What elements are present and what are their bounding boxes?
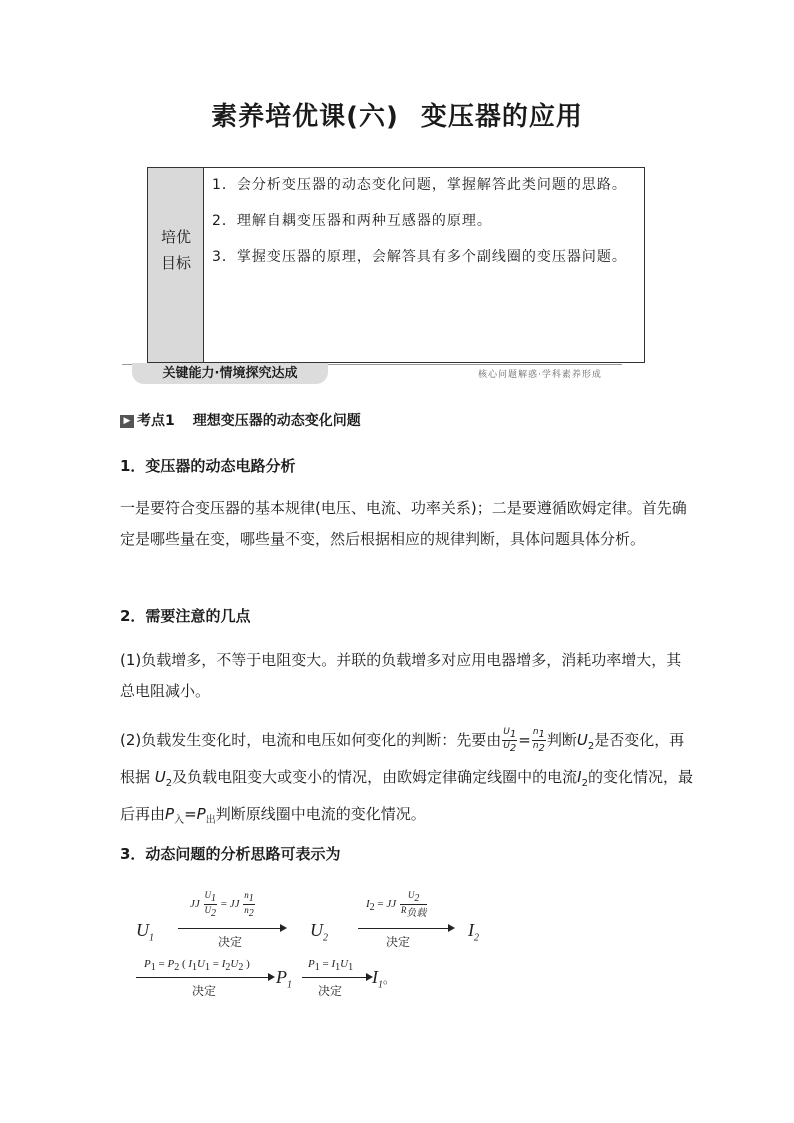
goals-label-cell bbox=[148, 168, 204, 362]
section-banner: 关键能力·情境探究达成 bbox=[132, 363, 328, 384]
decide-label: 决定 bbox=[218, 935, 243, 949]
u1-symbol: $U_1$ bbox=[136, 920, 154, 944]
banner-caption: 核心问题解惑·学科素养形成 bbox=[478, 370, 602, 380]
section-heading: 3．动态问题的分析思路可表示为 bbox=[120, 845, 341, 863]
topic-heading bbox=[120, 410, 361, 430]
formula-power: $P_1 = P_2$ ( $I_1U_1 = I_2U_2$ ) bbox=[144, 958, 250, 974]
goals-list bbox=[212, 170, 632, 278]
paragraph: 一是要符合变压器的基本规律(电压、电流、功率关系)；二是要遵循欧姆定律。首先确定是哪些量在变，哪些量不变，然后根据相应的规律判断，具体问题具体分析。 bbox=[120, 499, 687, 548]
arrow-line bbox=[358, 928, 450, 929]
goal-item: 1．会分析变压器的动态变化问题，掌握解答此类问题的思路。 bbox=[212, 177, 627, 193]
i1-symbol: $I_1$。 bbox=[372, 967, 396, 991]
title-main: 素养培优课(六) bbox=[211, 102, 399, 132]
arrow-line bbox=[302, 977, 368, 978]
arrow-line bbox=[136, 977, 270, 978]
analysis-flow-diagram bbox=[130, 880, 510, 1000]
topic-title: 理想变压器的动态变化问题 bbox=[192, 413, 361, 429]
arrow-head bbox=[268, 973, 275, 981]
u2-symbol: $U_2$ bbox=[310, 920, 328, 944]
paragraph: (1)负载增多，不等于电阻变大。并联的负载增多对应用电器增多，消耗功率增大，其总电阻减小。 bbox=[120, 651, 682, 700]
i2-symbol: $I_2$ bbox=[468, 920, 479, 944]
p1-symbol: $P_1$ bbox=[276, 967, 292, 991]
arrow-line bbox=[178, 928, 282, 929]
play-icon: ▶ bbox=[120, 415, 134, 428]
goal-item: 2．理解自耦变压器和两种互感器的原理。 bbox=[212, 213, 492, 229]
arrow-head bbox=[280, 924, 287, 932]
ratio-u-fraction: $\frac{U_1}{U_2}$ bbox=[503, 727, 517, 754]
decide-label: 决定 bbox=[192, 984, 217, 998]
goals-table bbox=[147, 167, 645, 363]
decide-label: 决定 bbox=[386, 935, 411, 949]
ratio-n-fraction: $\frac{n_1}{n_2}$ bbox=[532, 727, 545, 754]
title-sub: 变压器的应用 bbox=[420, 102, 583, 132]
goals-label: 培优 目标 bbox=[160, 228, 191, 272]
formula-ohm: $I_2$ = JJ $\frac{U_2}{R_{负载}}$ bbox=[366, 890, 427, 919]
formula-p1: $P_1 = I_1U_1$ bbox=[308, 958, 354, 974]
decide-label: 决定 bbox=[318, 984, 343, 998]
section-heading: 2．需要注意的几点 bbox=[120, 607, 251, 625]
arrow-head bbox=[448, 924, 455, 932]
formula-u-ratio: JJ $\frac{U_1}{U_2}$ = JJ $\frac{n_1}{n_2}$ bbox=[190, 890, 254, 919]
paragraph: (2)负载发生变化时，电流和电压如何变化的判断：先要由 $\frac{U_1}{U_2}$ = $\frac{n_1}{n_2}$ 判断$U_2$是否变化，再根据 $U_2$及负载电阻变大或变小的情况，由欧姆定律确定线圈中的电流$I_2$的变化情况，最后再由$P_入=P_出$判断原线圈中电流的变化情况。 bbox=[120, 727, 693, 826]
section-heading: 1．变压器的动态电路分析 bbox=[120, 457, 296, 475]
goal-item: 3．掌握变压器的原理，会解答具有多个副线圈的变压器问题。 bbox=[212, 249, 627, 265]
page-title bbox=[0, 96, 794, 133]
topic-tag: 考点1 bbox=[137, 413, 175, 429]
